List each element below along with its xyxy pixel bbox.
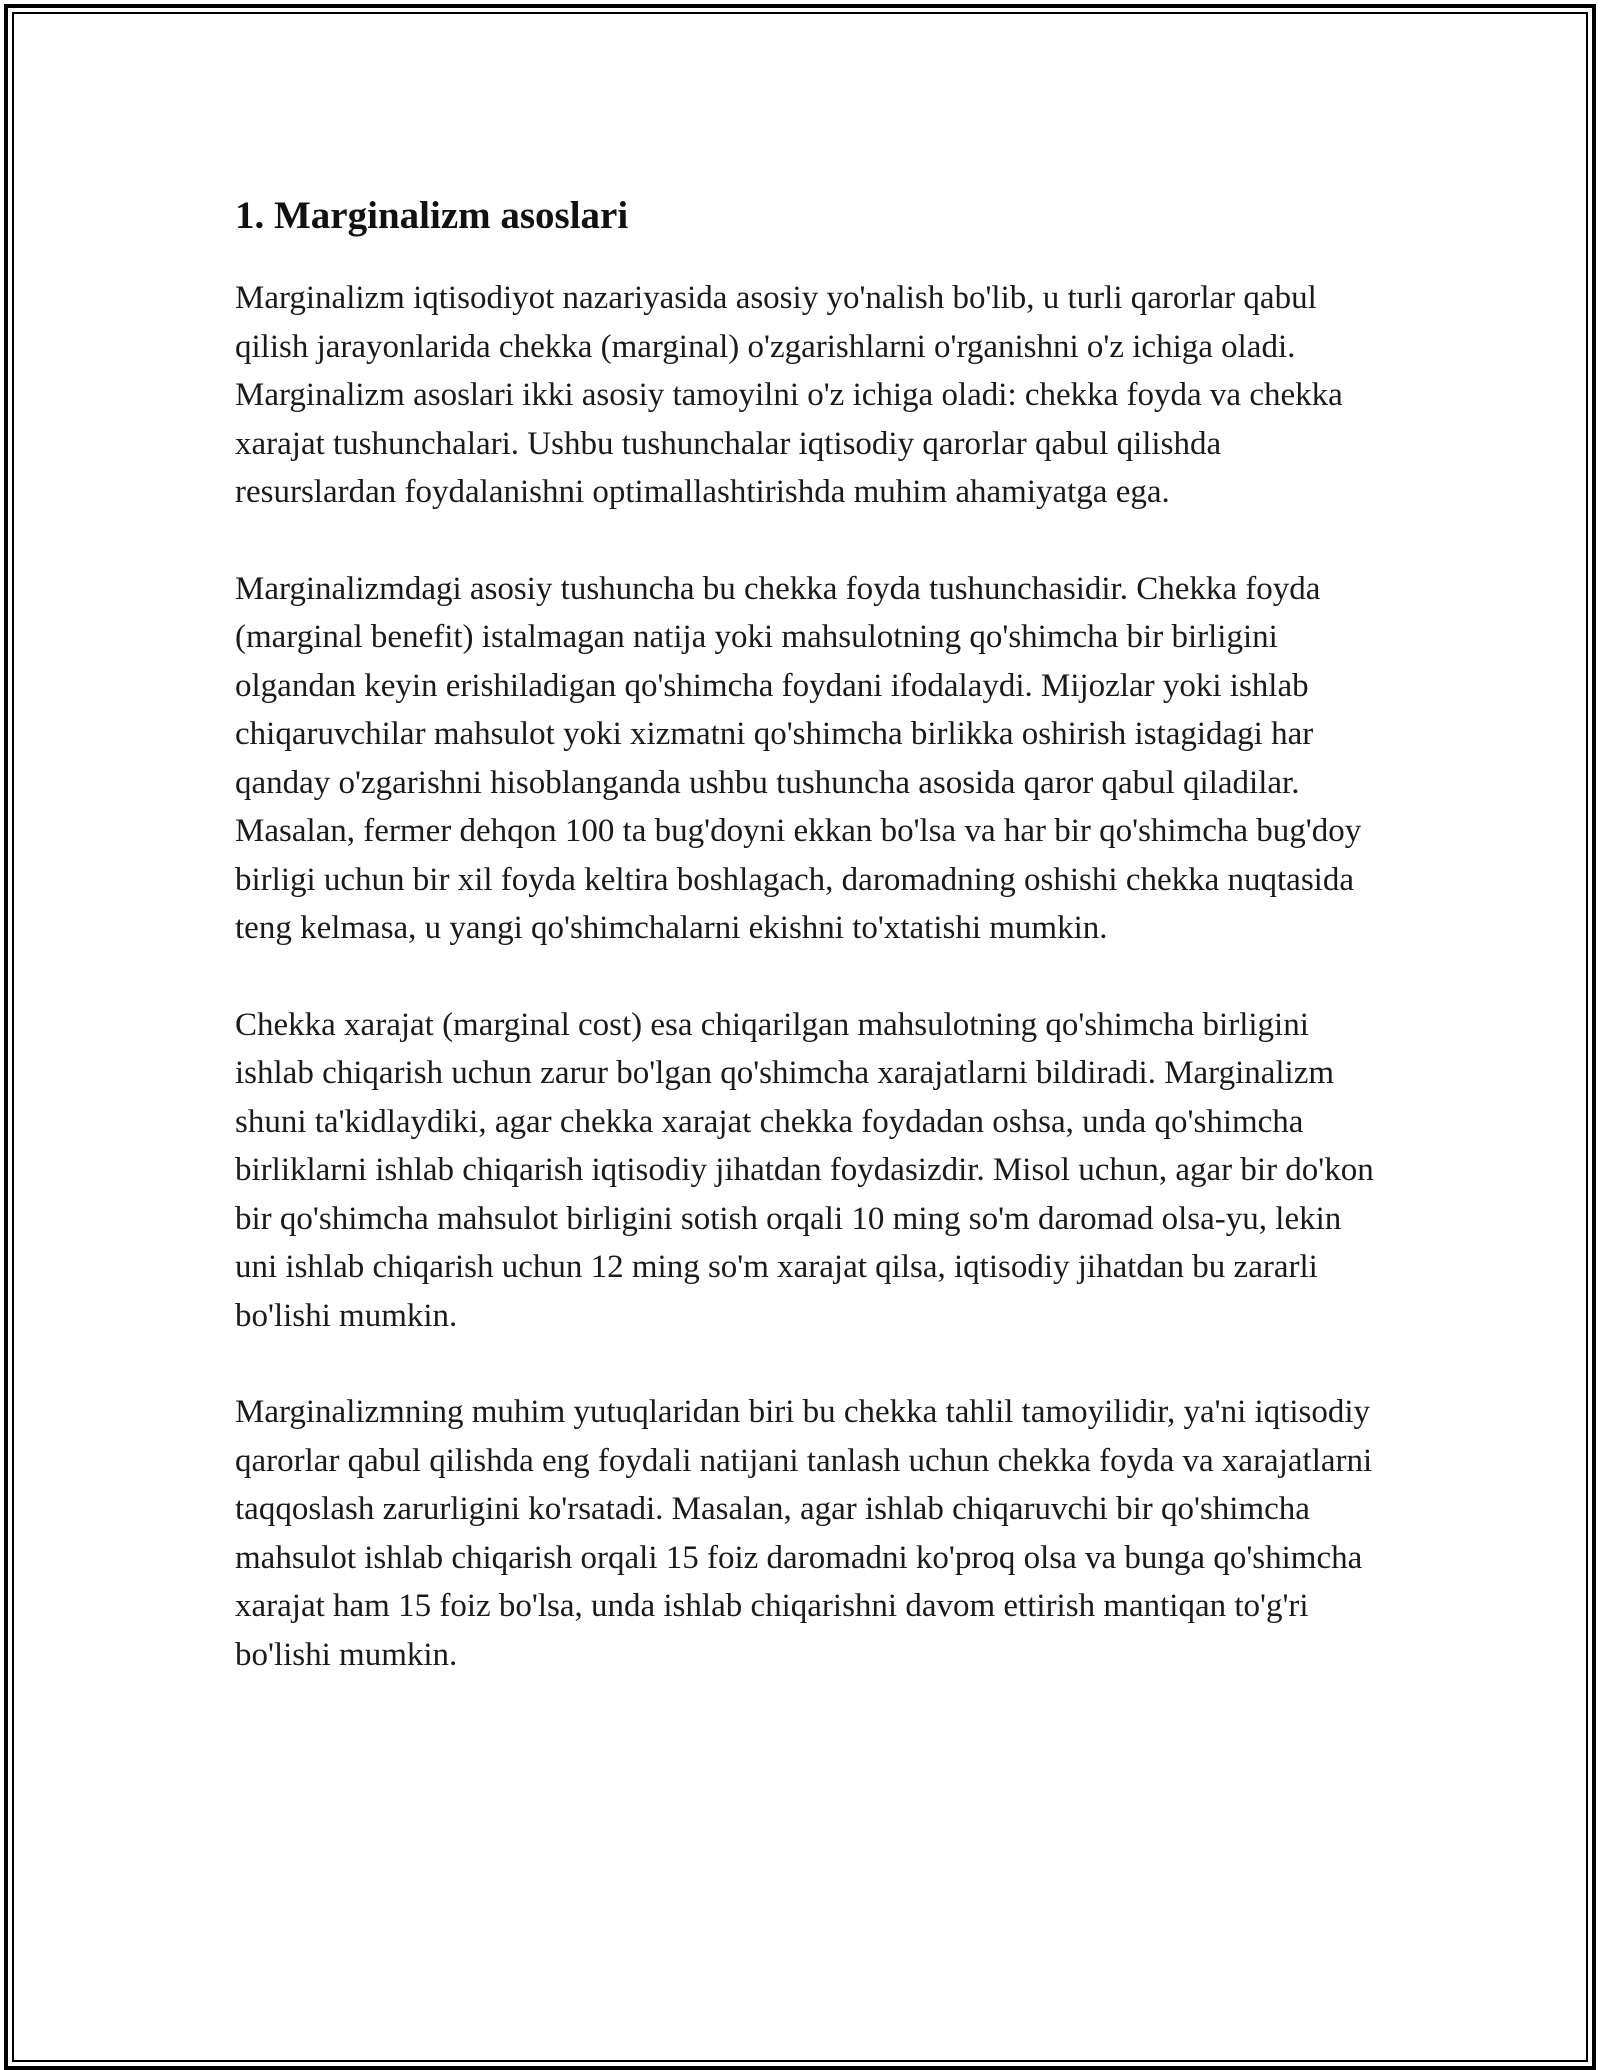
paragraph-marginal-cost: Chekka xarajat (marginal cost) esa chiqarilgan mahsulotning qo'shimcha birligini ishlab chiqarish uchun zarur bo'lgan qo'shimcha xarajatlarni bildiradi. Marginalizm shuni ta'kidlaydiki, agar chekka xarajat chekka foydadan oshsa, unda qo'shimcha birliklarni ishlab chiqarish iqtisodiy jihatdan foydasizdir. Misol uchun, agar bir do'kon bir qo'shimcha mahsulot birligini sotish orqali 10 ming so'm daromad olsa-yu, lekin uni ishlab chiqarish uchun 12 ming so'm xarajat qilsa, iqtisodiy jihatdan bu zararli bo'lishi mumkin. [235, 1006, 1374, 1334]
paragraph-marginal-benefit: Marginalizmdagi asosiy tushuncha bu chekka foyda tushunchasidir. Chekka foyda (marginal benefit) istalmagan natija yoki mahsulotning qo'shimcha bir birligini olgandan keyin erishiladigan qo'shimcha foydani ifodalaydi. Mijozlar yoki ishlab chiqaruvchilar mahsulot yoki xizmatni qo'shimcha birlikka oshirish istagidagi har qanday o'zgarishni hisoblanganda ushbu tushuncha asosida qaror qabul qiladilar. Masalan, fermer dehqon 100 ta bug'doyni ekkan bo'lsa va har bir qo'shimcha bug'doy birligi uchun bir xil foyda keltira boshlagach, daromadning oshishi chekka nuqtasida teng kelmasa, u yangi qo'shimchalarni ekishni to'xtatishi mumkin. [235, 570, 1362, 946]
section-heading: 1. Marginalizm asoslari [235, 194, 629, 237]
paragraph-intro: Marginalizm iqtisodiyot nazariyasida asosiy yo'nalish bo'lib, u turli qarorlar qabul qilish jarayonlarida chekka (marginal) o'zgarishlarni o'rganishni o'z ichiga oladi. Marginalizm asoslari ikki asosiy tamoyilni o'z ichiga oladi: chekka foyda va chekka xarajat tushunchalari. Ushbu tushunchalar iqtisodiy qarorlar qabul qilishda resurslardan foydalanishni optimallashtirishda muhim ahamiyatga ega. [235, 280, 1343, 510]
document-body [235, 180, 1385, 1727]
paragraph-marginal-analysis: Marginalizmning muhim yutuqlaridan biri bu chekka tahlil tamoyilidir, ya'ni iqtisodiy qarorlar qabul qilishda eng foydali natijani tanlash uchun chekka foyda va xarajatlarni taqqoslash zarurligini ko'rsatadi. Masalan, agar ishlab chiqaruvchi bir qo'shimcha mahsulot ishlab chiqarish orqali 15 foiz daromadni ko'proq olsa va bunga qo'shimcha xarajat ham 15 foiz bo'lsa, unda ishlab chiqarishni davom ettirish mantiqan to'g'ri bo'lishi mumkin. [235, 1394, 1373, 1673]
